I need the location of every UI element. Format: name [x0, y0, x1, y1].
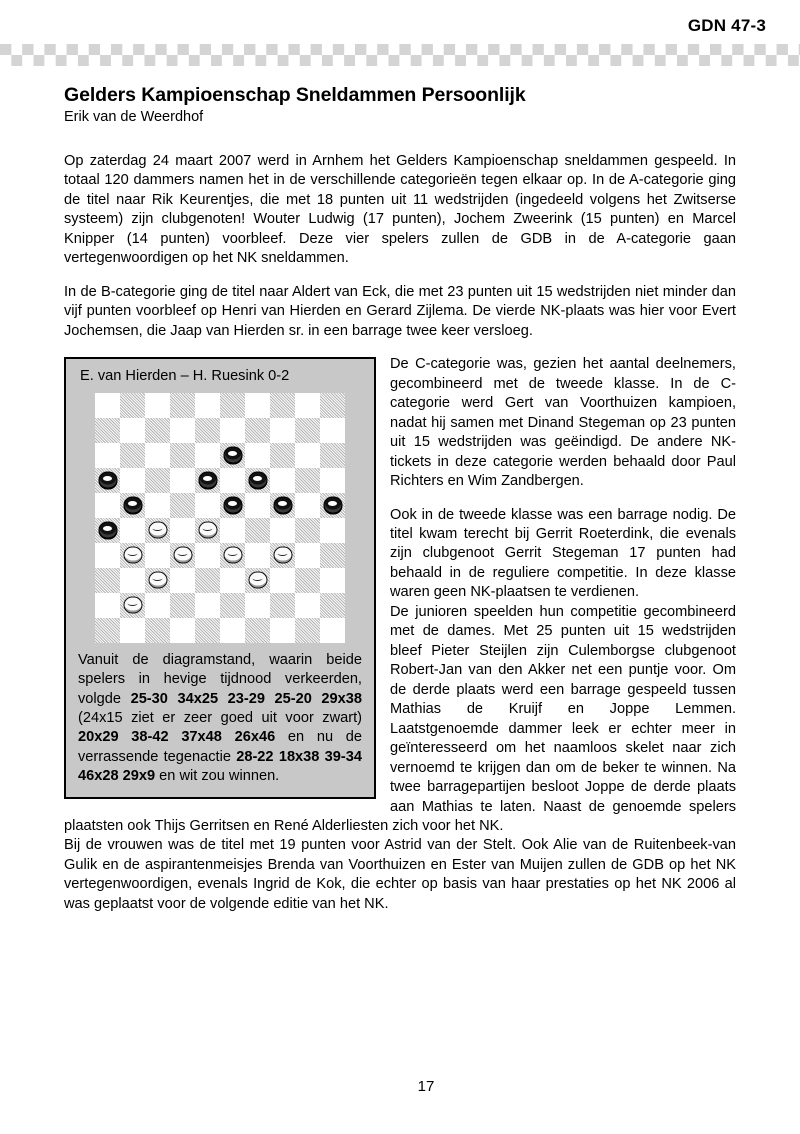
board-square: [95, 593, 120, 618]
board-square: [170, 568, 195, 593]
board-square: [295, 493, 320, 518]
white-piece: [248, 572, 267, 589]
black-piece: [223, 497, 242, 514]
board-square: [195, 618, 220, 643]
board-square: [120, 443, 145, 468]
board-square: [145, 493, 170, 518]
board-square: [320, 518, 345, 543]
board-square: [120, 393, 145, 418]
note-text: Vanuit de diagramstand, waarin beide spelers in hevige tijdnood verkeerden, volgde: [78, 651, 362, 707]
note-text: en nu de verrassende tegenactie: [78, 729, 362, 765]
white-piece: [123, 597, 142, 614]
board-square: [195, 443, 220, 468]
white-piece: [273, 547, 292, 564]
board-square: [270, 568, 295, 593]
board-square: [170, 543, 195, 568]
board-square: [145, 393, 170, 418]
white-piece: [123, 547, 142, 564]
board-square: [295, 443, 320, 468]
board-square: [245, 518, 270, 543]
board-square: [220, 568, 245, 593]
board-square: [120, 568, 145, 593]
issue-label: GDN 47-3: [687, 16, 766, 35]
board-square: [170, 618, 195, 643]
black-piece: [123, 497, 142, 514]
white-piece: [148, 572, 167, 589]
checker-row-top: [0, 44, 800, 55]
board-square: [170, 493, 195, 518]
board-square: [95, 618, 120, 643]
board-square: [220, 618, 245, 643]
board-square: [220, 518, 245, 543]
board-square: [320, 393, 345, 418]
board-square: [295, 618, 320, 643]
black-piece: [323, 497, 342, 514]
board-square: [220, 393, 245, 418]
board-square: [170, 418, 195, 443]
white-piece: [148, 522, 167, 539]
paragraph-5: De junioren speelden hun competitie gecombineerd met de dames. Met 25 punten uit 15 wedstrijden bleef Pieter Steijlen zijn Culemborgse clubgenoot Robert-Jan van den Akker net een puntje voor. Om de derde plaats werd een barrage gespeeld tussen Mathias de Kruijf en Joppe Lemmen. Laatstgenoemde dammer leek er echter meer in geïnteresseerd om het naamloos skelet naar zich vernoemd te krijgen dan om de beker te winnen. Na twee barragepartijen besloot Joppe de derde plaats aan Mathias te laten. Naast de genoemde spelers plaatsten ook Thijs Gerritsen en René Alderliesten zich voor het NK.: [64, 603, 736, 834]
board-square: [245, 618, 270, 643]
board-square: [170, 393, 195, 418]
board-square: [120, 593, 145, 618]
board-square: [95, 468, 120, 493]
board-square: [220, 593, 245, 618]
board-square: [170, 443, 195, 468]
board-square: [245, 543, 270, 568]
black-piece: [198, 472, 217, 489]
board-square: [95, 418, 120, 443]
board-square: [95, 568, 120, 593]
board-square: [320, 618, 345, 643]
white-piece: [173, 547, 192, 564]
board-square: [270, 543, 295, 568]
board-square: [320, 418, 345, 443]
board-square: [295, 543, 320, 568]
board-square: [220, 443, 245, 468]
paragraph-2: In de B-categorie ging de titel naar Aldert van Eck, die met 23 punten uit 15 wedstrijden niet minder dan vijf punten voorbleef op Henri van Hierden en Gerard Zijlema. De vierde NK-plaats was hier voor Evert Jochemsen, die Jaap van Hierden sr. in een barrage twee keer versloeg.: [64, 283, 736, 339]
board-square: [170, 593, 195, 618]
board-square: [320, 593, 345, 618]
white-piece: [198, 522, 217, 539]
board-square: [120, 493, 145, 518]
board-square: [245, 468, 270, 493]
board-square: [245, 593, 270, 618]
board-square: [195, 543, 220, 568]
board-square: [295, 593, 320, 618]
board-square: [95, 493, 120, 518]
board-square: [220, 493, 245, 518]
move-notation: 25-30 34x25 23-29 25-20 29x38: [130, 690, 362, 707]
board-square: [195, 393, 220, 418]
board-square: [95, 518, 120, 543]
board-square: [270, 418, 295, 443]
board-square: [145, 468, 170, 493]
board-square: [145, 543, 170, 568]
board-square: [245, 393, 270, 418]
board-square: [170, 468, 195, 493]
board-square: [95, 393, 120, 418]
white-piece: [223, 547, 242, 564]
board-square: [295, 568, 320, 593]
board-square: [120, 418, 145, 443]
board-square: [295, 418, 320, 443]
note-text: en wit zou winnen.: [159, 768, 280, 785]
board-square: [195, 593, 220, 618]
board-square: [120, 618, 145, 643]
board-square: [320, 468, 345, 493]
board-square: [295, 468, 320, 493]
draughts-board-wrapper: [66, 393, 374, 651]
board-square: [95, 543, 120, 568]
article-body: [64, 152, 736, 928]
diagram-caption-title: E. van Hierden – H. Ruesink 0-2: [80, 368, 290, 385]
board-square: [195, 418, 220, 443]
paragraph-6: Bij de vrouwen was de titel met 19 punten voor Astrid van der Stelt. Ook Alie van de Ruitenbeek-van Gulik en de aspirantenmeisjes Brenda van Voorthuizen en Ester van Muijen zullen de GDB op het NK vertegenwoordigen, evenals Ingrid de Kok, die echter op basis van haar prestaties op het NK 2006 al was geplaatst voor de volgende editie van het NK.: [64, 837, 736, 912]
board-square: [295, 393, 320, 418]
black-piece: [273, 497, 292, 514]
board-square: [220, 468, 245, 493]
board-square: [270, 618, 295, 643]
title-block: [64, 84, 736, 127]
board-square: [320, 568, 345, 593]
board-square: [195, 493, 220, 518]
black-piece: [248, 472, 267, 489]
board-square: [195, 568, 220, 593]
board-square: [220, 418, 245, 443]
board-square: [220, 543, 245, 568]
page-header: [0, 0, 800, 70]
black-piece: [223, 447, 242, 464]
paragraph-3: De C-categorie was, gezien het aantal deelnemers, gecombineerd met de tweede klasse. In de C-categorie werd Gert van Voorthuizen kampioen, nadat hij samen met Dinand Stegeman op 23 punten uit 15 wedstrijden was geëindigd. De andere NK-tickets in deze categorie werden behaald door Paul Richters en Wim Zandbergen.: [390, 356, 736, 490]
checker-row-bottom: [0, 55, 800, 66]
board-square: [270, 493, 295, 518]
checkered-divider: [0, 44, 800, 66]
board-square: [95, 443, 120, 468]
board-square: [270, 393, 295, 418]
board-square: [270, 518, 295, 543]
board-square: [270, 443, 295, 468]
board-square: [145, 443, 170, 468]
board-square: [120, 468, 145, 493]
game-diagram-box: [64, 357, 376, 798]
board-square: [245, 443, 270, 468]
board-square: [245, 418, 270, 443]
board-square: [320, 493, 345, 518]
page-title: Gelders Kampioenschap Sneldammen Persoonlijk: [64, 84, 526, 106]
board-square: [270, 593, 295, 618]
board-square: [245, 568, 270, 593]
board-square: [120, 543, 145, 568]
move-notation: 20x29 38-42 37x48 26x46: [78, 729, 288, 746]
paragraph-4: Ook in de tweede klasse was een barrage nodig. De titel kwam terecht bij Gerrit Roeterdink, die evenals zijn clubgenoot Gerrit Stegeman 17 punten had behaald in de reguliere competitie. In deze klasse waren geen NK-plaatsen te verdienen.: [390, 506, 736, 601]
board-square: [145, 518, 170, 543]
board-square: [295, 518, 320, 543]
board-square: [270, 468, 295, 493]
author-byline: Erik van de Weerdhof: [64, 109, 204, 126]
board-square: [195, 468, 220, 493]
black-piece: [98, 522, 117, 539]
board-square: [145, 568, 170, 593]
board-square: [320, 543, 345, 568]
board-square: [245, 493, 270, 518]
board-square: [195, 518, 220, 543]
board-square: [145, 418, 170, 443]
board-square: [120, 518, 145, 543]
board-square: [145, 593, 170, 618]
board-square: [320, 443, 345, 468]
note-text: (24x15 ziet er zeer goed uit voor zwart): [78, 709, 362, 726]
black-piece: [98, 472, 117, 489]
diagram-analysis-note: [66, 651, 374, 797]
board-square: [170, 518, 195, 543]
move-notation: 28-22 18x38 39-34 46x28 29x9: [78, 748, 363, 785]
board-square: [145, 618, 170, 643]
draughts-board: [95, 393, 345, 643]
page-number: 17: [417, 1078, 435, 1095]
paragraph-1: Op zaterdag 24 maart 2007 werd in Arnhem het Gelders Kampioenschap sneldammen gespeeld. In totaal 120 dammers namen het in de verschillende categorieën tegen elkaar op. In de A-categorie ging de titel naar Rik Keurentjes, die met 18 punten uit 11 wedstrijden (ingedeeld volgens het Zwitserse systeem) zijn clubgenoten! Wouter Ludwig (17 punten), Jochem Zweerink (15 punten) en Marcel Knipper (14 punten) voorbleef. Deze vier spelers zullen de GDB in de A-categorie gaan vertegenwoordigen op het NK sneldammen.: [64, 153, 736, 267]
